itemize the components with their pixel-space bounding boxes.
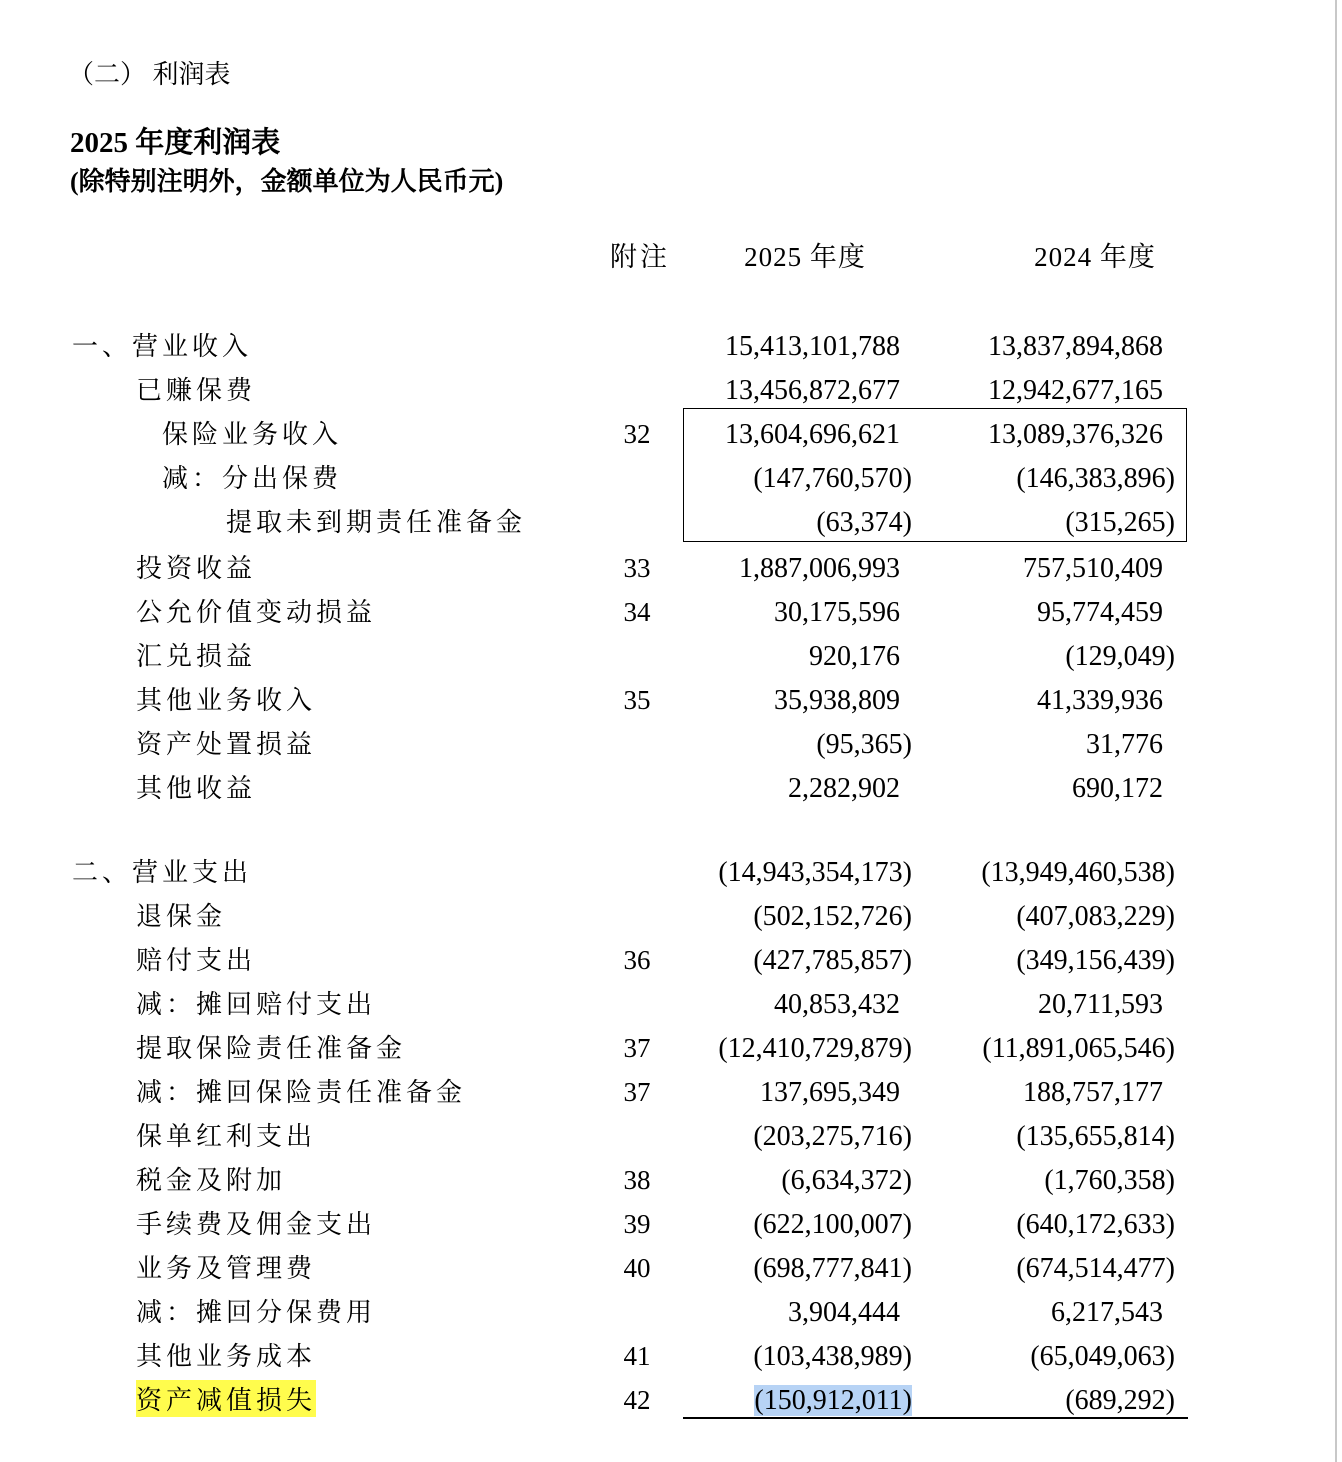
- value-2024[interactable]: 188,757,177: [1023, 1077, 1163, 1108]
- value-2025-cell: [650, 773, 900, 805]
- value-2025-cell: [650, 331, 900, 363]
- row-label: 提取保险责任准备金: [136, 1034, 407, 1063]
- table-row: [0, 326, 1342, 370]
- value-2024[interactable]: 6,217,543: [1051, 1297, 1163, 1328]
- value-2024-cell: [920, 1297, 1163, 1329]
- value-2025-cell: [650, 1209, 912, 1241]
- value-2024[interactable]: (640,172,633): [1016, 1209, 1175, 1240]
- value-2024-cell: [920, 773, 1163, 805]
- row-note: 37: [623, 1033, 651, 1063]
- table-row: [0, 502, 1342, 546]
- value-2024-cell: [920, 419, 1163, 451]
- row-label: 减：摊回保险责任准备金: [136, 1078, 467, 1107]
- row-label: 其他业务成本: [136, 1342, 317, 1371]
- value-2025[interactable]: (150,912,011): [754, 1385, 912, 1416]
- value-2025[interactable]: (12,410,729,879): [718, 1033, 912, 1064]
- value-2025-cell: [650, 989, 900, 1021]
- value-2024[interactable]: (674,514,477): [1016, 1253, 1175, 1284]
- value-2025[interactable]: (502,152,726): [753, 901, 912, 932]
- value-2025-cell: [650, 945, 912, 977]
- value-2024[interactable]: (407,083,229): [1016, 901, 1175, 932]
- value-2025[interactable]: (103,438,989): [753, 1341, 912, 1372]
- row-label: 资产处置损益: [136, 730, 317, 759]
- value-2024-cell: [920, 729, 1163, 761]
- value-2024[interactable]: (11,891,065,546): [982, 1033, 1175, 1064]
- table-row: [0, 1116, 1342, 1160]
- table-row: [0, 984, 1342, 1028]
- value-2024[interactable]: 13,837,894,868: [988, 331, 1163, 362]
- value-2024-cell: [920, 1341, 1175, 1373]
- section-heading: （二） 利润表: [68, 60, 231, 89]
- value-2024[interactable]: (65,049,063): [1030, 1341, 1175, 1372]
- table-row: [0, 1380, 1342, 1424]
- row-label: 业务及管理费: [136, 1254, 317, 1283]
- value-2024[interactable]: 757,510,409: [1023, 553, 1163, 584]
- value-2025-cell: [650, 1077, 900, 1109]
- row-label: 减：摊回赔付支出: [136, 990, 377, 1019]
- row-label: 保险业务收入: [162, 420, 343, 449]
- value-2024[interactable]: (689,292): [1065, 1385, 1175, 1416]
- value-2025-cell: [650, 685, 900, 717]
- value-2024[interactable]: (315,265): [1065, 507, 1175, 538]
- value-2024[interactable]: 13,089,376,326: [988, 419, 1163, 450]
- value-2024-cell: [920, 945, 1175, 977]
- value-2024[interactable]: 12,942,677,165: [988, 375, 1163, 406]
- value-2024-cell: [920, 1209, 1175, 1241]
- value-2024-cell: [920, 375, 1163, 407]
- value-2024-cell: [920, 597, 1163, 629]
- value-2024-cell: [920, 685, 1163, 717]
- value-2025-cell: [650, 857, 912, 889]
- row-label: 减：分出保费: [162, 464, 343, 493]
- value-2025[interactable]: (698,777,841): [753, 1253, 912, 1284]
- value-2024[interactable]: (146,383,896): [1016, 463, 1175, 494]
- row-note: 33: [623, 553, 651, 583]
- table-row: [0, 852, 1342, 896]
- value-2025-cell: [650, 641, 900, 673]
- value-2025[interactable]: 13,604,696,621: [725, 419, 900, 450]
- table-row: [0, 548, 1342, 592]
- table-row: [0, 1160, 1342, 1204]
- value-2024-cell: [920, 463, 1175, 495]
- row-note: 35: [623, 685, 651, 715]
- row-label: 汇兑损益: [136, 642, 257, 671]
- value-2025-cell: [650, 507, 912, 539]
- row-label: 提取未到期责任准备金: [226, 508, 527, 537]
- value-2025-cell: [650, 729, 912, 761]
- value-2025[interactable]: 3,904,444: [788, 1297, 900, 1328]
- value-2025-cell: [650, 419, 900, 451]
- value-2024[interactable]: (1,760,358): [1044, 1165, 1175, 1196]
- value-2024-cell: [920, 507, 1175, 539]
- value-2025-cell: [650, 1253, 912, 1285]
- value-2025-cell: [650, 553, 900, 585]
- table-row: [0, 1292, 1342, 1336]
- row-label: 资产减值损失: [136, 1380, 316, 1417]
- table-row: [0, 1072, 1342, 1116]
- row-note: 42: [623, 1385, 651, 1415]
- value-2024-cell: [920, 901, 1175, 933]
- value-2024-cell: [920, 1253, 1175, 1285]
- value-2024[interactable]: 690,172: [1072, 773, 1163, 804]
- table-row: [0, 1336, 1342, 1380]
- row-label: 手续费及佣金支出: [136, 1210, 377, 1239]
- value-2024[interactable]: (349,156,439): [1016, 945, 1175, 976]
- table-row: [0, 370, 1342, 414]
- value-2024-cell: [920, 1165, 1175, 1197]
- row-label: 投资收益: [136, 554, 257, 583]
- table-row: [0, 636, 1342, 680]
- column-header-note: 附注: [610, 242, 670, 272]
- table-row: [0, 458, 1342, 502]
- value-2025-cell: [650, 597, 900, 629]
- value-2024[interactable]: 31,776: [1086, 729, 1163, 760]
- row-label: 已赚保费: [136, 376, 257, 405]
- value-2025[interactable]: 2,282,902: [788, 773, 900, 804]
- value-2025[interactable]: (6,634,372): [781, 1165, 912, 1196]
- value-2024-cell: [920, 1385, 1175, 1417]
- value-2025-cell: [650, 901, 912, 933]
- value-2024-cell: [920, 989, 1163, 1021]
- row-note: 32: [623, 419, 651, 449]
- value-2025[interactable]: (14,943,354,173): [718, 857, 912, 888]
- value-2025[interactable]: 40,853,432: [774, 989, 900, 1020]
- value-2024-cell: [920, 857, 1175, 889]
- value-2024[interactable]: 95,774,459: [1037, 597, 1163, 628]
- currency-note: (除特别注明外，金额单位为人民币元): [70, 167, 504, 196]
- value-2025[interactable]: (427,785,857): [753, 945, 912, 976]
- value-2024-cell: [920, 1121, 1175, 1153]
- value-2025-cell: [650, 1165, 912, 1197]
- value-2024[interactable]: (129,049): [1065, 641, 1175, 672]
- table-row: [0, 592, 1342, 636]
- value-2025-cell: [650, 375, 900, 407]
- value-2025[interactable]: (147,760,570): [753, 463, 912, 494]
- value-2025[interactable]: (203,275,716): [753, 1121, 912, 1152]
- value-2025[interactable]: (622,100,007): [753, 1209, 912, 1240]
- row-label: 退保金: [136, 902, 227, 931]
- table-row: [0, 896, 1342, 940]
- value-2024-cell: [920, 1077, 1163, 1109]
- row-note: 38: [623, 1165, 651, 1195]
- table-row: [0, 1028, 1342, 1072]
- value-2024-cell: [920, 1033, 1175, 1065]
- value-2025[interactable]: (63,374): [816, 507, 912, 538]
- row-note: 39: [623, 1209, 651, 1239]
- row-label: 减：摊回分保费用: [136, 1298, 377, 1327]
- value-2025[interactable]: 35,938,809: [774, 685, 900, 716]
- table-row: [0, 1204, 1342, 1248]
- row-label: 一、营业收入: [72, 332, 253, 361]
- value-2024[interactable]: 41,339,936: [1037, 685, 1163, 716]
- value-2025[interactable]: 920,176: [809, 641, 900, 672]
- row-note: 40: [623, 1253, 651, 1283]
- row-label: 税金及附加: [136, 1166, 287, 1195]
- column-header-2024: 2024 年度: [1034, 242, 1156, 272]
- value-2025[interactable]: 15,413,101,788: [725, 331, 900, 362]
- row-note: 41: [623, 1341, 651, 1371]
- value-2024[interactable]: 20,711,593: [1038, 989, 1163, 1020]
- value-2025[interactable]: (95,365): [816, 729, 912, 760]
- row-note: 34: [623, 597, 651, 627]
- row-label: 其他收益: [136, 774, 257, 803]
- value-2025[interactable]: 1,887,006,993: [739, 553, 900, 584]
- row-note: 36: [623, 945, 651, 975]
- value-2024[interactable]: (13,949,460,538): [981, 857, 1175, 888]
- value-2024-cell: [920, 331, 1163, 363]
- value-2025[interactable]: 13,456,872,677: [725, 375, 900, 406]
- table-row: [0, 724, 1342, 768]
- statement-title: 2025 年度利润表: [70, 127, 281, 159]
- value-2025-cell: [650, 1341, 912, 1373]
- value-2025-cell: [650, 1033, 912, 1065]
- row-label: 其他业务收入: [136, 686, 317, 715]
- value-2024-cell: [920, 641, 1175, 673]
- row-label: 赔付支出: [136, 946, 257, 975]
- row-label: 保单红利支出: [136, 1122, 317, 1151]
- value-2025-cell: [650, 1297, 900, 1329]
- table-row: [0, 1248, 1342, 1292]
- table-row: [0, 768, 1342, 812]
- row-label: 公允价值变动损益: [136, 598, 377, 627]
- value-2025-cell: [650, 1385, 912, 1417]
- row-note: 37: [623, 1077, 651, 1107]
- value-2025[interactable]: 30,175,596: [774, 597, 900, 628]
- value-2025-cell: [650, 1121, 912, 1153]
- column-header-2025: 2025 年度: [744, 242, 866, 272]
- table-row: [0, 940, 1342, 984]
- value-2025-cell: [650, 463, 912, 495]
- table-row: [0, 414, 1342, 458]
- table-row: [0, 680, 1342, 724]
- value-2024[interactable]: (135,655,814): [1016, 1121, 1175, 1152]
- value-2025[interactable]: 137,695,349: [760, 1077, 900, 1108]
- row-label: 二、营业支出: [72, 858, 253, 887]
- value-2024-cell: [920, 553, 1163, 585]
